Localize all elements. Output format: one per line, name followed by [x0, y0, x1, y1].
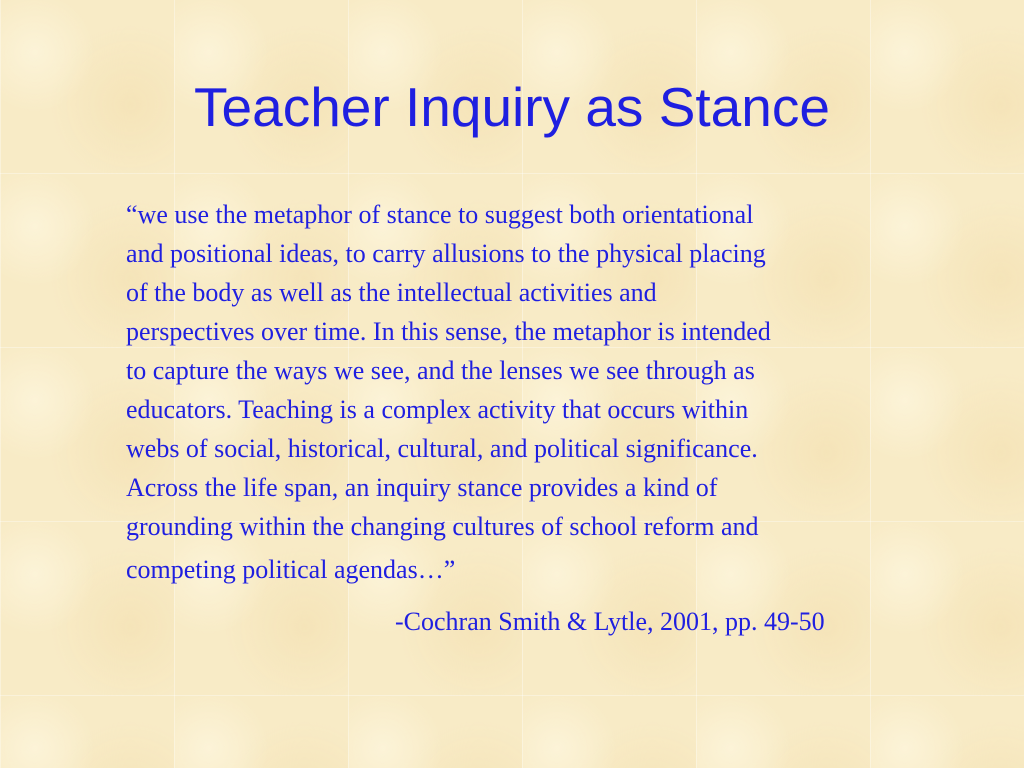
- quote-line: grounding within the changing cultures of school reform and: [126, 512, 759, 541]
- quote-line: of the body as well as the intellectual activities and: [126, 278, 657, 307]
- quote-line: perspectives over time. In this sense, the metaphor is intended: [126, 317, 771, 346]
- slide-title: Teacher Inquiry as Stance: [194, 76, 830, 138]
- quote-line: Across the life span, an inquiry stance provides a kind of: [126, 473, 718, 502]
- quote-line: competing political agendas…”: [126, 555, 456, 584]
- quote-line: “we use the metaphor of stance to suggest both orientational: [126, 200, 754, 229]
- quote-line: webs of social, historical, cultural, and political significance.: [126, 434, 758, 463]
- quote-line: and positional ideas, to carry allusions to the physical placing: [126, 239, 766, 268]
- quote-block: [126, 195, 956, 589]
- quote-line: to capture the ways we see, and the lenses we see through as: [126, 356, 755, 385]
- quote-line: educators. Teaching is a complex activity that occurs within: [126, 395, 749, 424]
- citation: -Cochran Smith & Lytle, 2001, pp. 49-50: [395, 607, 825, 636]
